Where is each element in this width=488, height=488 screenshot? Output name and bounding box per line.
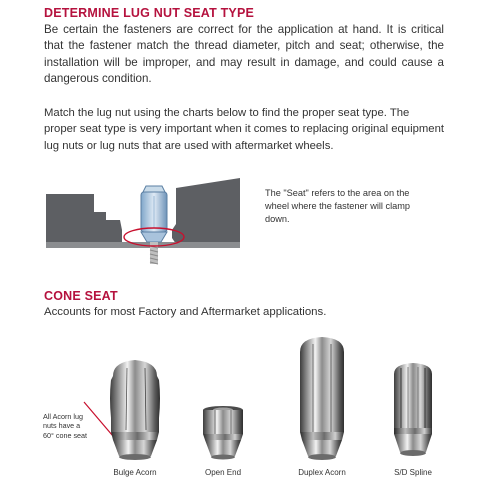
caption-bulge-acorn: Bulge Acorn <box>113 468 157 477</box>
seat-note: The "Seat" refers to the area on the wheel where the fastener will clamp down. <box>265 188 411 225</box>
match-paragraph: Match the lug nut using the charts below to find the proper seat type. The proper seat type is very important when it comes to replacing original equipment lug nuts or lug nuts that are used with aftermarket wheels. <box>44 107 444 152</box>
open-end-image <box>198 404 248 464</box>
lug-nut-diagram <box>141 186 167 264</box>
sd-spline-image <box>388 362 438 462</box>
caption-duplex-acorn: Duplex Acorn <box>298 468 346 477</box>
duplex-acorn-image <box>294 336 350 464</box>
cone-seat-subtitle: Accounts for most Factory and Aftermarket applications. <box>44 306 327 318</box>
section-title-seat-type: DETERMINE LUG NUT SEAT TYPE <box>44 6 255 20</box>
seat-diagram <box>44 178 244 268</box>
caption-sd-spline: S/D Spline <box>394 468 432 477</box>
acorn-note: All Acorn lug nuts have a 60° cone seat <box>43 412 88 440</box>
section-title-cone-seat: CONE SEAT <box>44 289 118 303</box>
wheel-hub-left <box>46 194 122 244</box>
caption-open-end: Open End <box>204 468 242 477</box>
bulge-acorn-image <box>105 358 165 463</box>
intro-paragraph: Be certain the fasteners are correct for the application at hand. It is critical that the fastener match the thread diameter, pitch and seat; otherwise, the installation will be improper, and may result in damage, and could cause a dangerous condition. <box>44 23 444 86</box>
